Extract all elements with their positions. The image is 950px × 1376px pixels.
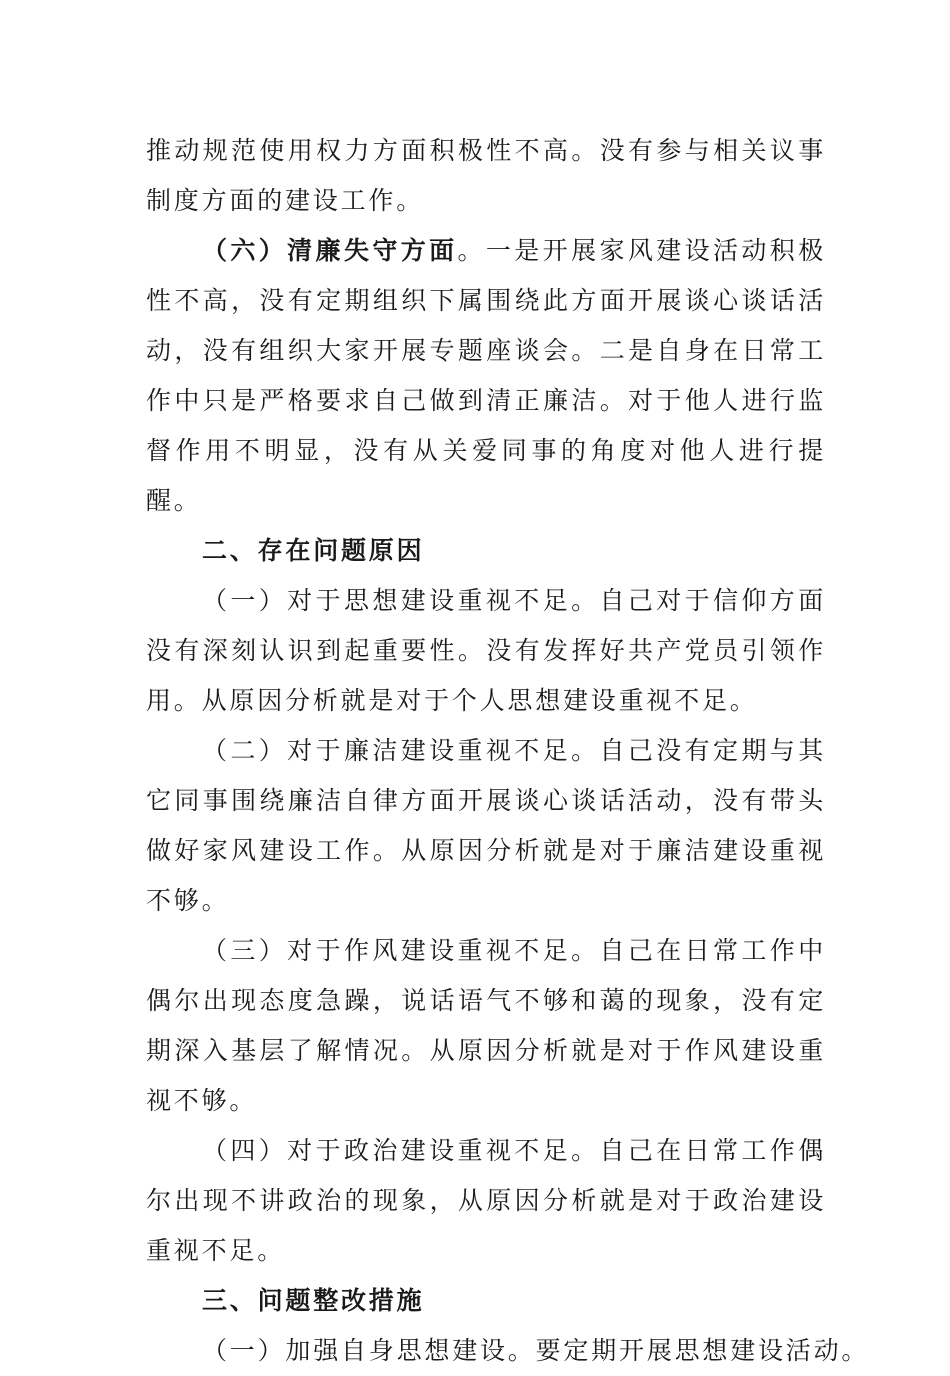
integrity-lead: （六）清廉失守方面 <box>202 236 458 265</box>
integrity-body: 。一是开展家风建设活动积极性不高，没有定期组织下属围绕此方面开展谈心谈话活动，没有组织大家开展专题座谈会。二是自身在日常工作中只是严格要求自己做到清正廉洁。对于他人进行监督作用不明显，没有从关爱同事的角度对他人进行提醒。 <box>146 236 826 515</box>
paragraph-cause-politics: （四）对于政治建设重视不足。自己在日常工作偶尔出现不讲政治的现象，从原因分析就是对于政治建设重视不足。 <box>146 1136 826 1265</box>
paragraph-integrity <box>146 226 826 526</box>
paragraph-measure-ideology: （一）加强自身思想建设。要定期开展思想建设活动。 <box>202 1336 870 1365</box>
paragraph-cause-style: （三）对于作风建设重视不足。自己在日常工作中偶尔出现态度急躁，说话语气不够和蔼的现象，没有定期深入基层了解情况。从原因分析就是对于作风建设重视不够。 <box>146 936 826 1115</box>
paragraph-cause-ideology: （一）对于思想建设重视不足。自己对于信仰方面没有深刻认识到起重要性。没有发挥好共产党员引领作用。从原因分析就是对于个人思想建设重视不足。 <box>146 586 826 715</box>
paragraph-cause-integrity: （二）对于廉洁建设重视不足。自己没有定期与其它同事围绕廉洁自律方面开展谈心谈话活动，没有带头做好家风建设工作。从原因分析就是对于廉洁建设重视不够。 <box>146 736 826 915</box>
section-heading-causes: 二、存在问题原因 <box>202 536 425 565</box>
paragraph-power-usage: 推动规范使用权力方面积极性不高。没有参与相关议事制度方面的建设工作。 <box>146 136 826 215</box>
document-body <box>146 126 870 1376</box>
section-heading-measures: 三、问题整改措施 <box>202 1286 425 1315</box>
